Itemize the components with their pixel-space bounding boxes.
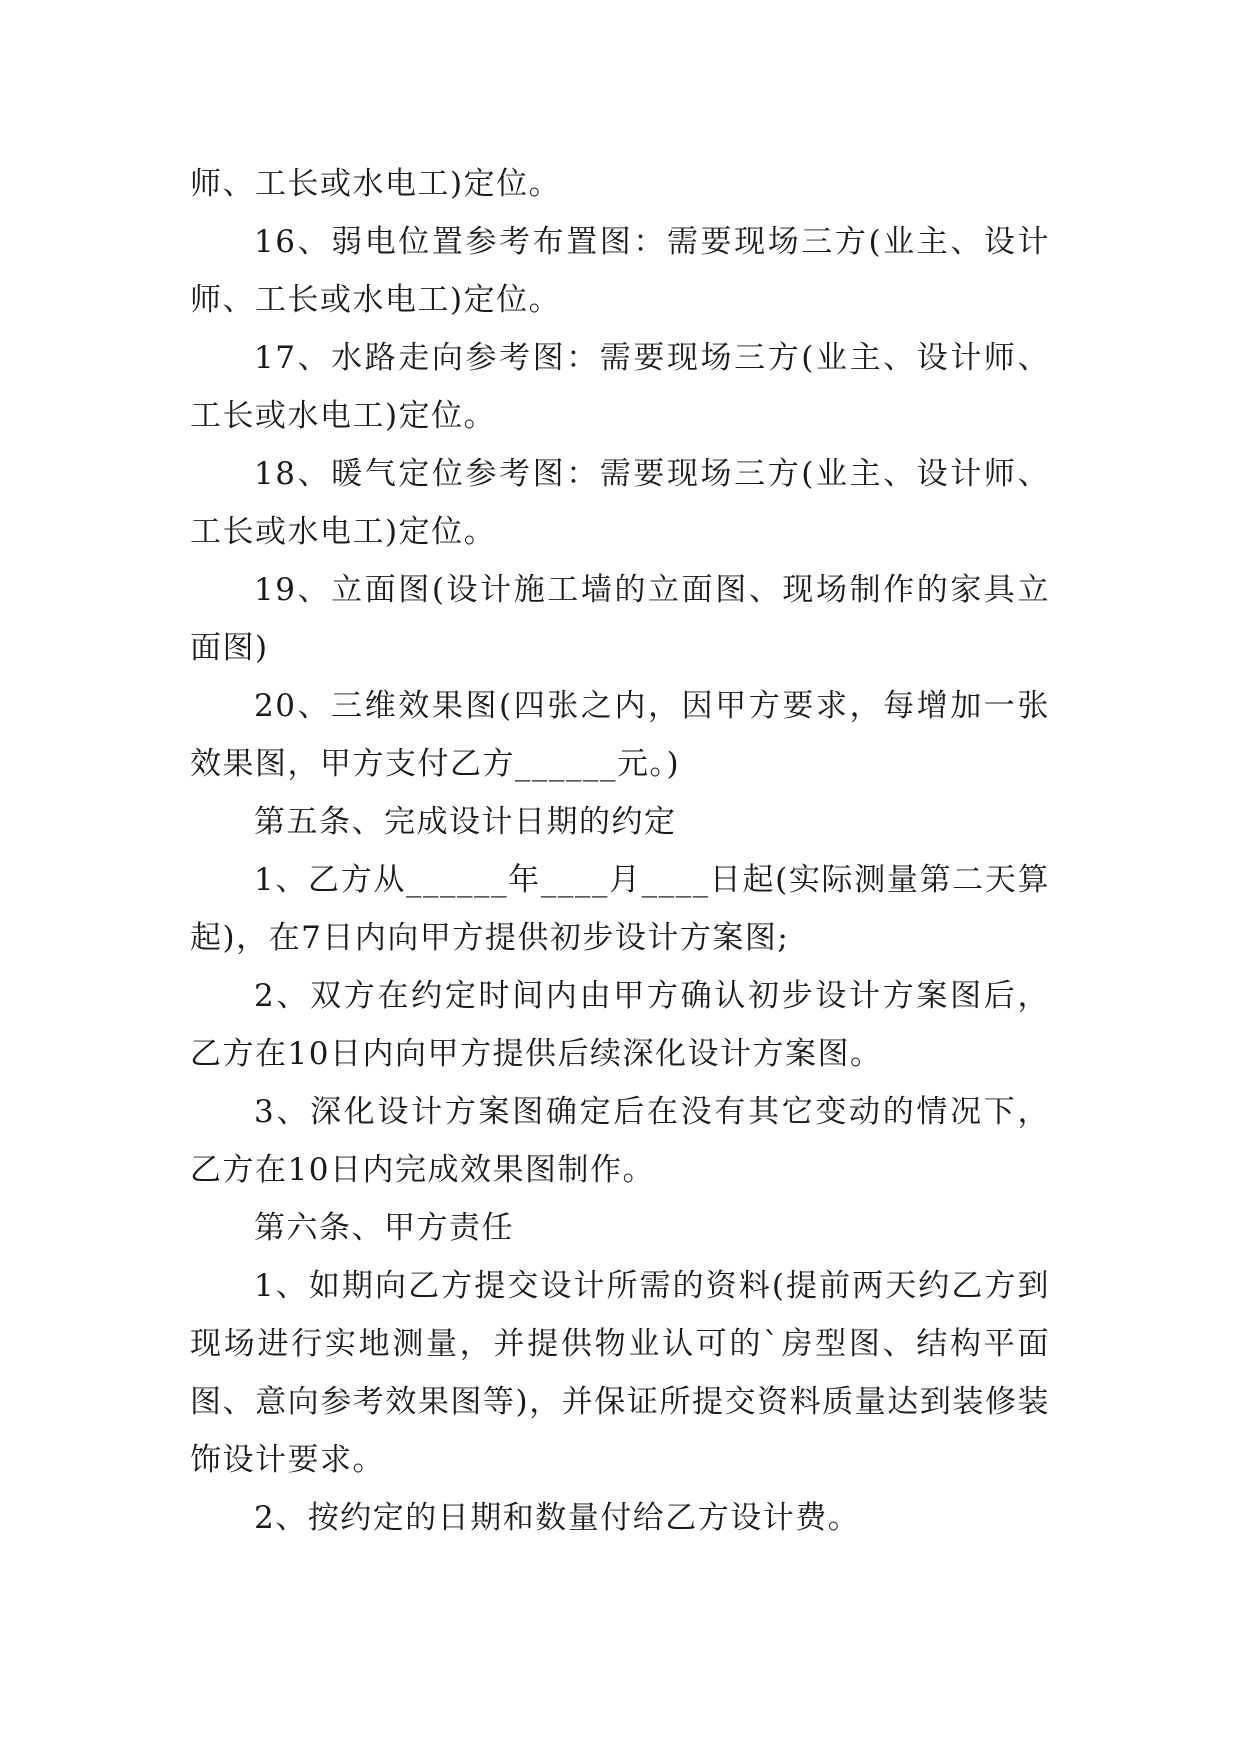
paragraph-item-18: 18、暖气定位参考图：需要现场三方(业主、设计师、工长或水电工)定位。 <box>190 456 1050 550</box>
paragraph-item-16: 16、弱电位置参考布置图：需要现场三方(业主、设计师、工长或水电工)定位。 <box>190 224 1050 318</box>
paragraph-article-5-item-3: 3、深化设计方案图确定后在没有其它变动的情况下，乙方在10日内完成效果图制作。 <box>190 1094 1050 1188</box>
section-heading-article-5: 第五条、完成设计日期的约定 <box>254 804 677 840</box>
paragraph-article-5-item-2: 2、双方在约定时间内由甲方确认初步设计方案图后，乙方在10日内向甲方提供后续深化设计方案图。 <box>190 978 1050 1072</box>
paragraph-article-6-item-1: 1、如期向乙方提交设计所需的资料(提前两天约乙方到现场进行实地测量，并提供物业认可的`房型图、结构平面图、意向参考效果图等)，并保证所提交资料质量达到装修装饰设计要求。 <box>190 1268 1050 1478</box>
paragraph-article-6-item-2: 2、按约定的日期和数量付给乙方设计费。 <box>254 1500 861 1536</box>
paragraph-item-19: 19、立面图(设计施工墙的立面图、现场制作的家具立面图) <box>190 572 1050 666</box>
paragraph-item-20: 20、三维效果图(四张之内，因甲方要求，每增加一张效果图，甲方支付乙方______元。) <box>190 688 1050 782</box>
paragraph-continuation: 师、工长或水电工)定位。 <box>190 166 562 202</box>
paragraph-article-5-item-1: 1、乙方从______年____月____日起(实际测量第二天算起)，在7日内向甲方提供初步设计方案图; <box>190 862 1050 956</box>
paragraph-item-17: 17、水路走向参考图：需要现场三方(业主、设计师、工长或水电工)定位。 <box>190 340 1050 434</box>
document-body <box>190 155 1050 1547</box>
section-heading-article-6: 第六条、甲方责任 <box>254 1210 514 1246</box>
